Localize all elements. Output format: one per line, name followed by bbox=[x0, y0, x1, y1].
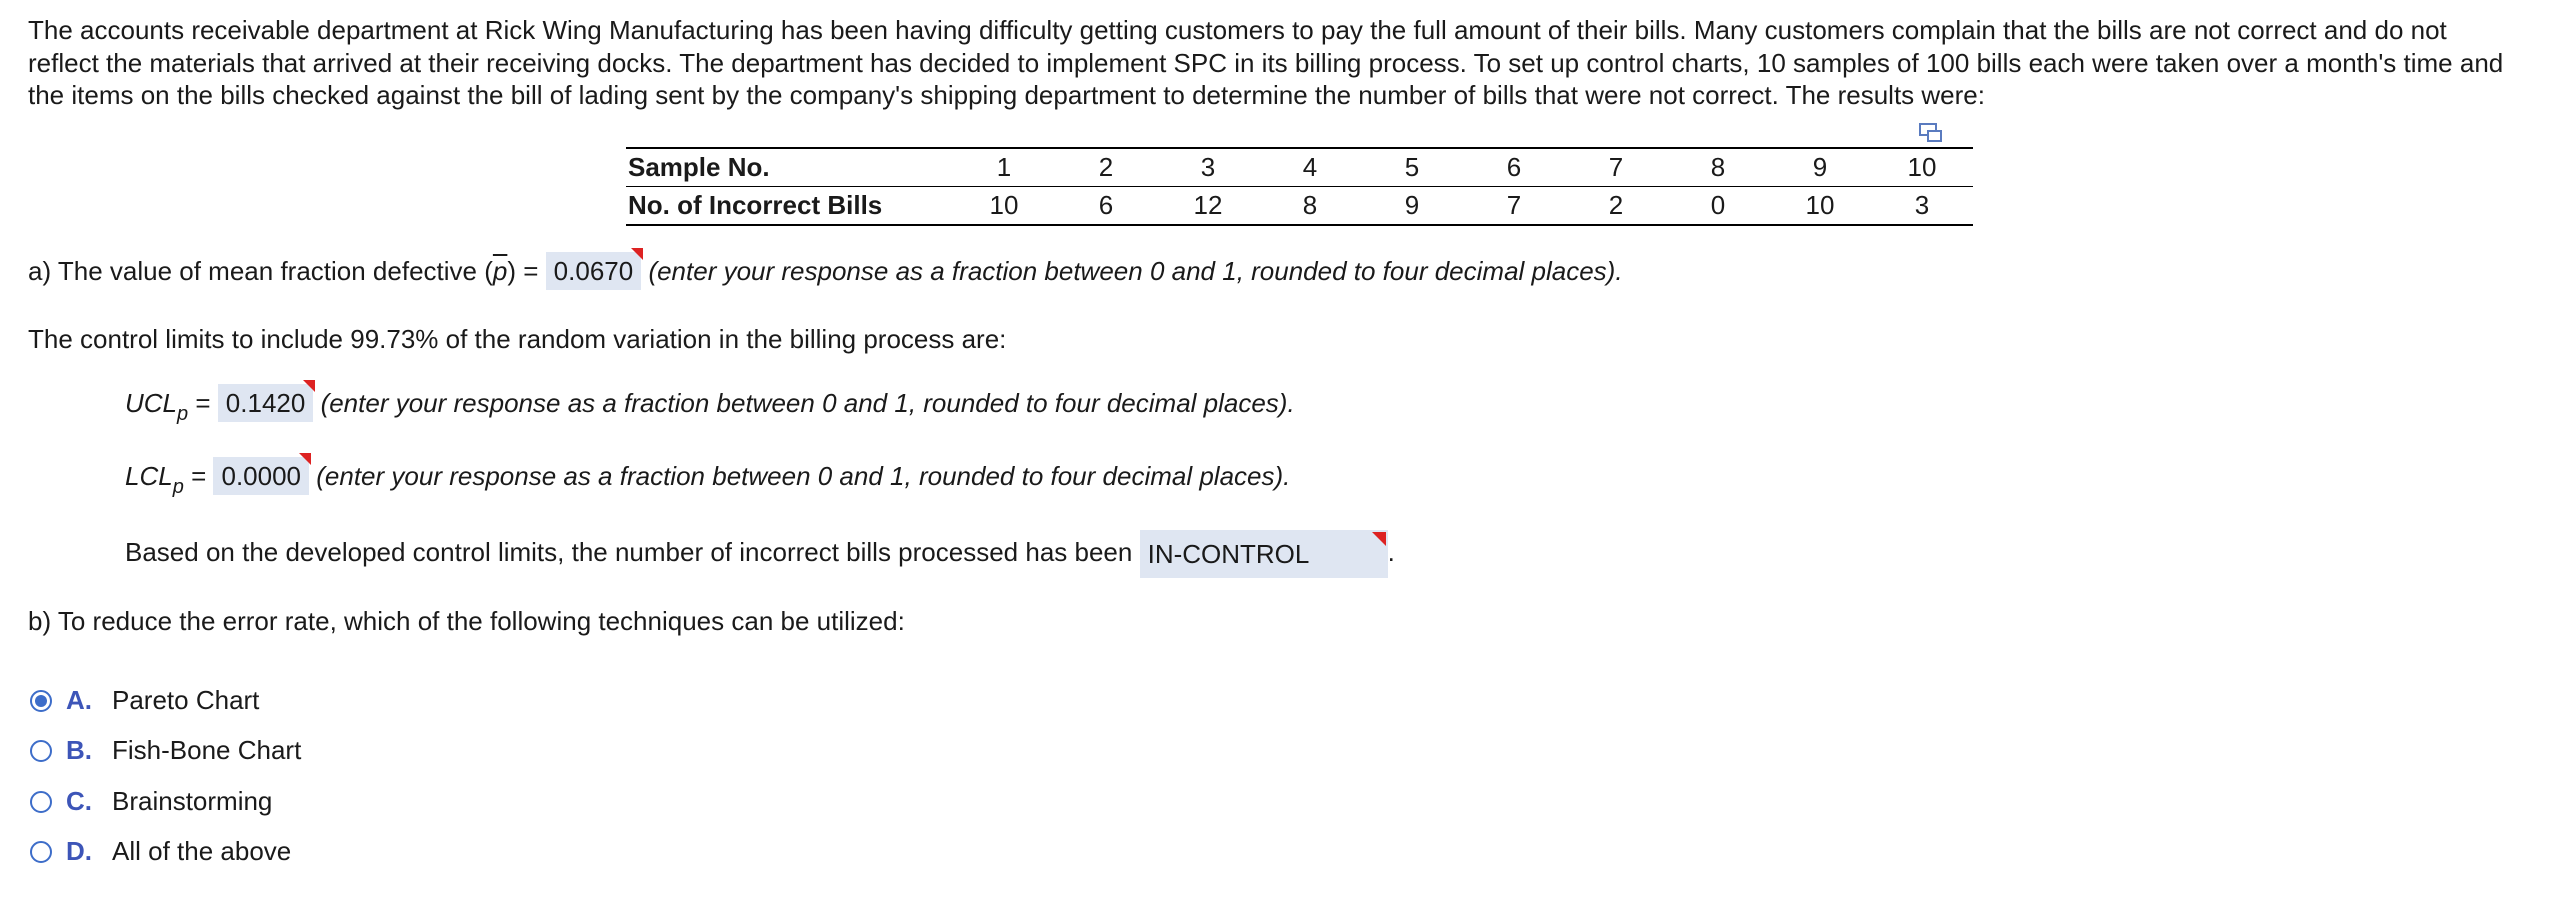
table-cell: 7 bbox=[1565, 148, 1667, 187]
table-cell: 6 bbox=[1055, 187, 1157, 226]
control-status-dropdown[interactable]: IN-CONTROL bbox=[1140, 530, 1388, 578]
radio-selected-icon[interactable] bbox=[30, 690, 52, 712]
table-cell: 2 bbox=[1565, 187, 1667, 226]
option-text: Pareto Chart bbox=[112, 685, 260, 715]
intro-line-1: The accounts receivable department at Rick Wing Manufacturing has been having difficulty getting customers to pay the full amount of their bills. Many customers complain that the bills are not correct and do not bbox=[28, 15, 2447, 45]
table-cell: 10 bbox=[953, 187, 1055, 226]
conclusion-period: . bbox=[1387, 536, 1395, 567]
part-a-line bbox=[28, 252, 1623, 290]
table-cell: 2 bbox=[1055, 148, 1157, 187]
ucl-equals: = bbox=[195, 388, 211, 418]
table-cell: 10 bbox=[1769, 187, 1871, 226]
table-cell: 12 bbox=[1157, 187, 1259, 226]
intro-line-3: the items on the bills checked against the bill of lading sent by the company's shipping department to determine the number of bills that were not correct. The results were: bbox=[28, 80, 1985, 110]
mean-fraction-answer[interactable]: 0.0670 bbox=[546, 252, 642, 290]
lcl-label: LCL bbox=[125, 461, 173, 491]
radio-icon[interactable] bbox=[30, 841, 52, 863]
table-cell: 3 bbox=[1157, 148, 1259, 187]
ucl-line bbox=[125, 384, 1295, 426]
table-cell: 8 bbox=[1259, 187, 1361, 226]
conclusion-text: Based on the developed control limits, the number of incorrect bills processed has been bbox=[125, 536, 1133, 567]
option-a[interactable] bbox=[30, 685, 259, 716]
option-c[interactable] bbox=[30, 786, 272, 817]
option-letter: C. bbox=[66, 786, 92, 816]
table-header-incorrect: No. of Incorrect Bills bbox=[626, 187, 953, 226]
data-table bbox=[626, 147, 1973, 226]
lcl-subscript: p bbox=[172, 476, 184, 498]
part-a-suffix: ) = bbox=[507, 256, 539, 286]
option-letter: A. bbox=[66, 685, 92, 715]
option-b[interactable] bbox=[30, 735, 301, 766]
table-row-incorrect bbox=[626, 187, 1973, 226]
option-text: All of the above bbox=[112, 836, 292, 866]
table-cell: 3 bbox=[1871, 187, 1973, 226]
table-cell: 5 bbox=[1361, 148, 1463, 187]
p-bar-symbol: $\overline{p}$ bbox=[492, 256, 508, 286]
ucl-answer[interactable]: 0.1420 bbox=[218, 384, 314, 422]
option-text: Fish-Bone Chart bbox=[112, 735, 302, 765]
option-d[interactable] bbox=[30, 836, 291, 867]
option-text: Brainstorming bbox=[112, 786, 273, 816]
conclusion-line bbox=[125, 530, 1395, 578]
option-letter: B. bbox=[66, 735, 92, 765]
expand-table-icon[interactable] bbox=[1919, 119, 1943, 139]
table-cell: 4 bbox=[1259, 148, 1361, 187]
option-letter: D. bbox=[66, 836, 92, 866]
table-cell: 0 bbox=[1667, 187, 1769, 226]
table-cell: 6 bbox=[1463, 148, 1565, 187]
table-cell: 8 bbox=[1667, 148, 1769, 187]
lcl-instruction: (enter your response as a fraction between 0 and 1, rounded to four decimal places). bbox=[316, 461, 1291, 491]
table-cell: 9 bbox=[1361, 187, 1463, 226]
part-b-question: b) To reduce the error rate, which of the following techniques can be utilized: bbox=[28, 606, 905, 636]
radio-icon[interactable] bbox=[30, 791, 52, 813]
table-cell: 1 bbox=[953, 148, 1055, 187]
ucl-instruction: (enter your response as a fraction between 0 and 1, rounded to four decimal places). bbox=[320, 388, 1295, 418]
lcl-equals: = bbox=[191, 461, 207, 491]
lcl-answer[interactable]: 0.0000 bbox=[213, 457, 309, 495]
table-cell: 10 bbox=[1871, 148, 1973, 187]
lcl-line bbox=[125, 457, 1290, 499]
table-row-samples bbox=[626, 148, 1973, 187]
table-cell: 9 bbox=[1769, 148, 1871, 187]
radio-icon[interactable] bbox=[30, 740, 52, 762]
part-a-instruction: (enter your response as a fraction between 0 and 1, rounded to four decimal places). bbox=[648, 256, 1623, 286]
table-cell: 7 bbox=[1463, 187, 1565, 226]
intro-line-2: reflect the materials that arrived at their receiving docks. The department has decided to implement SPC in its billing process. To set up control charts, 10 samples of 100 bills each were taken over a month's time and bbox=[28, 47, 2504, 78]
part-a-prefix: a) The value of mean fraction defective ( bbox=[28, 256, 493, 286]
ucl-subscript: p bbox=[177, 403, 189, 425]
ucl-label: UCL bbox=[125, 388, 178, 418]
problem-intro bbox=[28, 14, 2528, 112]
table-header-sample: Sample No. bbox=[626, 148, 953, 187]
control-limits-text: The control limits to include 99.73% of the random variation in the billing process are: bbox=[28, 324, 1007, 354]
